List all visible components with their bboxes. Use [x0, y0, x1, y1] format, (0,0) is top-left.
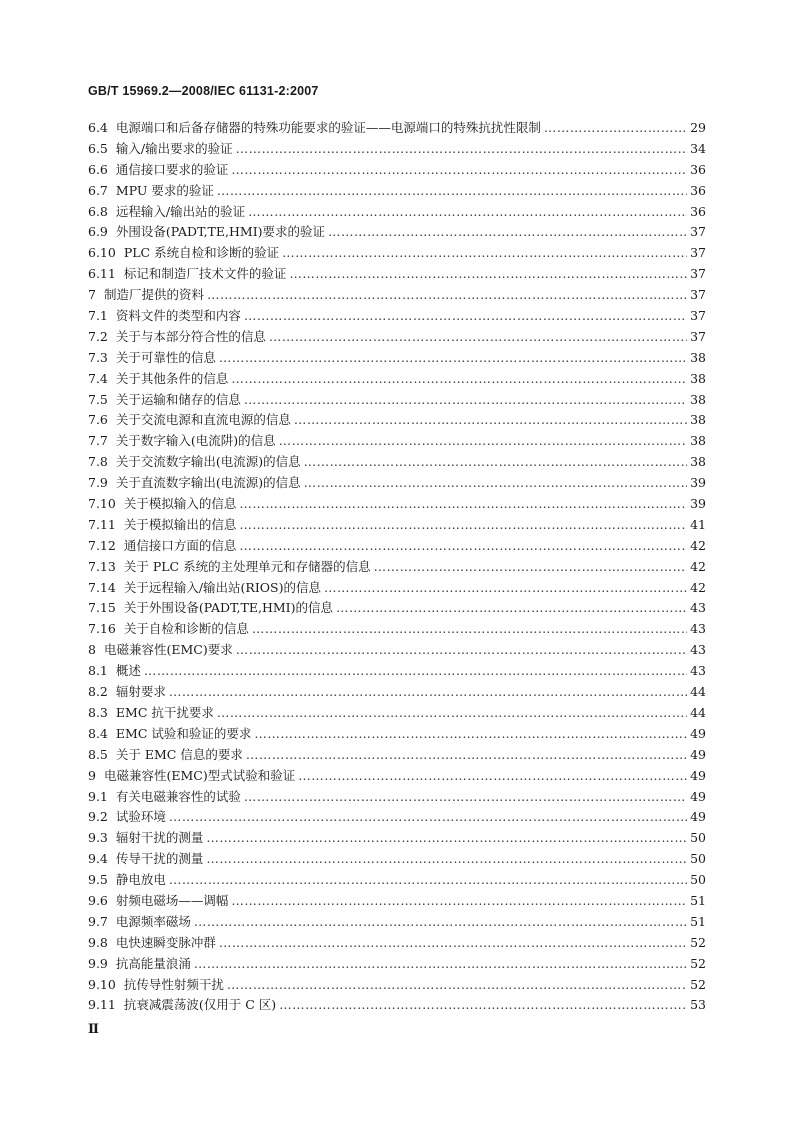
toc-entry[interactable]: [88, 828, 706, 849]
toc-entry-number: 9.8: [88, 934, 108, 950]
toc-entry[interactable]: [88, 912, 706, 933]
toc-entry-page: 37: [690, 287, 706, 303]
toc-entry[interactable]: [88, 787, 706, 808]
toc-dot-leader: [252, 619, 687, 640]
toc-entry-page: 41: [690, 516, 706, 532]
toc-entry-number: 7.8: [88, 454, 108, 470]
toc-entry[interactable]: [88, 222, 706, 243]
toc-dot-leader: [279, 995, 687, 1016]
toc-entry-number: 6.11: [88, 266, 116, 282]
toc-dot-leader: [231, 891, 687, 912]
toc-dot-leader: [544, 118, 687, 139]
toc-entry[interactable]: [88, 118, 706, 139]
toc-entry-page: 34: [690, 140, 706, 156]
toc-entry[interactable]: [88, 640, 706, 661]
toc-entry-number: 9.6: [88, 892, 108, 908]
toc-entry[interactable]: [88, 661, 706, 682]
toc-entry-title: 制造厂提供的资料: [103, 287, 204, 303]
toc-entry-page: 38: [690, 454, 706, 470]
toc-entry-number: 7.10: [88, 496, 116, 512]
toc-entry-page: 51: [690, 892, 706, 908]
toc-entry-number: 7: [88, 287, 96, 303]
toc-entry-number: 9.9: [88, 955, 108, 971]
toc-entry-page: 49: [690, 809, 706, 825]
toc-entry-page: 44: [690, 704, 706, 720]
toc-dot-leader: [244, 306, 687, 327]
toc-entry-number: 7.15: [88, 600, 116, 616]
toc-entry-page: 37: [690, 328, 706, 344]
toc-entry-number: 6.8: [88, 203, 108, 219]
toc-dot-leader: [217, 181, 687, 202]
toc-dot-leader: [231, 369, 687, 390]
toc-entry[interactable]: [88, 390, 706, 411]
toc-entry-title: 电源端口和后备存储器的特殊功能要求的验证——电源端口的特殊抗扰性限制: [115, 120, 541, 135]
toc-entry-title: 电快速瞬变脉冲群: [115, 934, 216, 950]
toc-entry-number: 7.14: [88, 579, 116, 595]
toc-entry-title: 关于交流电源和直流电源的信息: [115, 412, 291, 428]
toc-dot-leader: [169, 682, 687, 703]
toc-entry-page: 49: [690, 788, 706, 804]
toc-entry-title: 辐射干扰的测量: [115, 830, 204, 846]
toc-entry-title: 关于交流数字输出(电流源)的信息: [115, 454, 301, 470]
toc-dot-leader: [169, 807, 687, 828]
toc-entry[interactable]: [88, 745, 706, 766]
toc-dot-leader: [219, 348, 687, 369]
toc-dot-leader: [236, 139, 687, 160]
toc-entry-number: 9: [88, 767, 96, 783]
toc-dot-leader: [304, 452, 687, 473]
toc-entry-title: EMC 抗干扰要求: [115, 704, 214, 720]
toc-entry-page: 37: [690, 224, 706, 240]
toc-entry-page: 44: [690, 684, 706, 700]
toc-entry[interactable]: [88, 285, 706, 306]
toc-entry-title: 关于远程输入/输出站(RIOS)的信息: [123, 579, 321, 595]
toc-entry-title: 抗衰减震荡波(仅用于 C 区): [123, 997, 277, 1013]
toc-entry-number: 7.5: [88, 391, 108, 407]
toc-entry-title: 试验环境: [115, 809, 166, 825]
toc-entry[interactable]: [88, 975, 706, 996]
toc-dot-leader: [206, 828, 687, 849]
toc-entry-number: 7.13: [88, 558, 116, 574]
toc-entry-title: 关于直流数字输出(电流源)的信息: [115, 475, 301, 491]
toc-entry-title: 关于 PLC 系统的主处理单元和存储器的信息: [123, 558, 371, 574]
toc-entry-number: 8.2: [88, 684, 108, 700]
toc-entry-page: 43: [690, 642, 706, 658]
toc-dot-leader: [231, 160, 687, 181]
toc-entry[interactable]: [88, 515, 706, 536]
toc-entry-title: 远程输入/输出站的验证: [115, 203, 246, 219]
toc-entry-number: 7.12: [88, 537, 116, 553]
toc-entry-number: 8: [88, 642, 96, 658]
toc-entry-page: 38: [690, 433, 706, 449]
toc-entry[interactable]: [88, 619, 706, 640]
toc-dot-leader: [324, 578, 687, 599]
toc-dot-leader: [194, 954, 687, 975]
toc-entry-title: 静电放电: [115, 872, 166, 888]
toc-dot-leader: [248, 202, 687, 223]
toc-entry-page: 29: [690, 120, 706, 135]
toc-entry-page: 38: [690, 412, 706, 428]
toc-dot-leader: [282, 243, 687, 264]
toc-entry-page: 42: [690, 579, 706, 595]
toc-entry-number: 9.4: [88, 851, 108, 867]
toc-entry-page: 37: [690, 266, 706, 282]
toc-entry-number: 6.7: [88, 182, 108, 198]
toc-entry-title: 辐射要求: [115, 684, 166, 700]
toc-entry[interactable]: [88, 243, 706, 264]
toc-dot-leader: [336, 598, 687, 619]
toc-entry[interactable]: [88, 807, 706, 828]
toc-entry-number: 9.5: [88, 872, 108, 888]
toc-entry-number: 7.9: [88, 475, 108, 491]
toc-entry-title: 关于数字输入(电流阱)的信息: [115, 433, 276, 449]
toc-entry-page: 49: [690, 767, 706, 783]
toc-dot-leader: [206, 849, 687, 870]
toc-entry-page: 39: [690, 496, 706, 512]
toc-entry-number: 8.1: [88, 663, 108, 679]
toc-entry-page: 38: [690, 349, 706, 365]
toc-entry[interactable]: [88, 181, 706, 202]
toc-entry[interactable]: [88, 264, 706, 285]
toc-entry[interactable]: [88, 703, 706, 724]
toc-dot-leader: [169, 870, 687, 891]
toc-entry[interactable]: [88, 327, 706, 348]
toc-entry[interactable]: [88, 954, 706, 975]
toc-entry-title: 通信接口方面的信息: [123, 537, 237, 553]
toc-entry-page: 42: [690, 537, 706, 553]
toc-entry-number: 9.3: [88, 830, 108, 846]
toc-entry-number: 6.5: [88, 140, 108, 156]
toc-entry[interactable]: [88, 139, 706, 160]
toc-dot-leader: [254, 724, 687, 745]
toc-entry-number: 9.10: [88, 976, 116, 992]
toc-entry-title: 关于自检和诊断的信息: [123, 621, 249, 637]
toc-entry[interactable]: [88, 766, 706, 787]
toc-entry-title: 外围设备(PADT,TE,HMI)要求的验证: [115, 224, 326, 240]
toc-entry-number: 6.6: [88, 161, 108, 177]
toc-entry-number: 7.2: [88, 328, 108, 344]
toc-entry-page: 42: [690, 558, 706, 574]
toc-entry-number: 6.9: [88, 224, 108, 240]
toc-entry-title: 电源频率磁场: [115, 913, 191, 929]
toc-entry[interactable]: [88, 870, 706, 891]
toc-entry-number: 9.1: [88, 788, 108, 804]
toc-entry-title: 关于其他条件的信息: [115, 370, 229, 386]
toc-entry-page: 37: [690, 245, 706, 261]
toc-entry-number: 6.4: [88, 120, 108, 135]
toc-entry[interactable]: [88, 348, 706, 369]
toc-dot-leader: [217, 703, 687, 724]
toc-entry-title: 标记和制造厂技术文件的验证: [123, 266, 287, 282]
toc-entry-page: 43: [690, 600, 706, 616]
toc-entry[interactable]: [88, 431, 706, 452]
toc-dot-leader: [279, 431, 687, 452]
toc-dot-leader: [246, 745, 687, 766]
toc-entry[interactable]: [88, 306, 706, 327]
toc-entry-page: 38: [690, 370, 706, 386]
toc-entry[interactable]: [88, 849, 706, 870]
toc-entry-page: 50: [690, 830, 706, 846]
toc-entry[interactable]: [88, 557, 706, 578]
toc-entry-number: 8.3: [88, 704, 108, 720]
toc-entry-title: 关于运输和储存的信息: [115, 391, 241, 407]
toc-entry-title: 电磁兼容性(EMC)要求: [103, 642, 233, 658]
toc-entry-title: 关于可靠性的信息: [115, 349, 216, 365]
toc-entry-number: 8.5: [88, 746, 108, 762]
toc-entry-title: 关于与本部分符合性的信息: [115, 328, 266, 344]
toc-entry-title: 输入/输出要求的验证: [115, 140, 233, 156]
toc-entry-title: 资料文件的类型和内容: [115, 308, 241, 324]
toc-dot-leader: [227, 975, 687, 996]
toc-entry-title: 射频电磁场——调幅: [115, 892, 229, 908]
toc-entry-number: 7.4: [88, 370, 108, 386]
toc-entry-page: 37: [690, 308, 706, 324]
toc-entry-title: 关于外围设备(PADT,TE,HMI)的信息: [123, 600, 333, 616]
toc-entry-title: 概述: [115, 663, 141, 679]
toc-entry-page: 36: [690, 182, 706, 198]
toc-entry-title: 传导干扰的测量: [115, 851, 204, 867]
toc-dot-leader: [244, 390, 687, 411]
toc-entry[interactable]: [88, 202, 706, 223]
toc-entry-number: 9.7: [88, 913, 108, 929]
toc-entry-number: 6.10: [88, 245, 116, 261]
toc-dot-leader: [328, 222, 687, 243]
toc-entry-number: 7.7: [88, 433, 108, 449]
toc-entry-title: 关于模拟输出的信息: [123, 516, 237, 532]
toc-entry-page: 52: [690, 976, 706, 992]
toc-entry-number: 9.2: [88, 809, 108, 825]
toc-dot-leader: [219, 933, 687, 954]
toc-entry[interactable]: [88, 995, 706, 1016]
toc-entry-number: 7.6: [88, 412, 108, 428]
table-of-contents: [88, 118, 706, 1016]
toc-dot-leader: [207, 285, 687, 306]
toc-entry[interactable]: [88, 598, 706, 619]
toc-dot-leader: [239, 494, 687, 515]
toc-entry-title: 有关电磁兼容性的试验: [115, 788, 241, 804]
toc-entry-page: 36: [690, 203, 706, 219]
toc-entry-page: 50: [690, 851, 706, 867]
toc-dot-leader: [304, 473, 687, 494]
toc-entry[interactable]: [88, 578, 706, 599]
toc-entry-page: 43: [690, 621, 706, 637]
toc-dot-leader: [374, 557, 687, 578]
toc-entry-number: 7.3: [88, 349, 108, 365]
toc-entry[interactable]: [88, 724, 706, 745]
toc-entry-title: MPU 要求的验证: [115, 182, 214, 198]
toc-dot-leader: [236, 640, 687, 661]
toc-entry-page: 53: [690, 997, 706, 1013]
toc-dot-leader: [239, 536, 687, 557]
toc-entry-title: 关于模拟输入的信息: [123, 496, 237, 512]
document-header: GB/T 15969.2—2008/IEC 61131-2:2007: [88, 84, 319, 98]
toc-dot-leader: [289, 264, 687, 285]
toc-entry-number: 7.16: [88, 621, 116, 637]
toc-entry-page: 52: [690, 934, 706, 950]
toc-entry-page: 52: [690, 955, 706, 971]
toc-dot-leader: [244, 787, 687, 808]
toc-dot-leader: [194, 912, 687, 933]
toc-entry[interactable]: [88, 369, 706, 390]
toc-entry-number: 8.4: [88, 725, 108, 741]
toc-dot-leader: [239, 515, 687, 536]
toc-entry-page: 39: [690, 475, 706, 491]
toc-entry[interactable]: [88, 452, 706, 473]
toc-dot-leader: [298, 766, 687, 787]
toc-entry[interactable]: [88, 682, 706, 703]
toc-entry[interactable]: [88, 410, 706, 431]
toc-entry-title: 抗传导性射频干扰: [123, 976, 224, 992]
toc-entry-title: 电磁兼容性(EMC)型式试验和验证: [103, 767, 296, 783]
toc-dot-leader: [269, 327, 687, 348]
toc-entry-page: 43: [690, 663, 706, 679]
toc-entry[interactable]: [88, 494, 706, 515]
toc-entry-page: 36: [690, 161, 706, 177]
toc-entry-page: 51: [690, 913, 706, 929]
toc-entry-title: 抗高能量浪涌: [115, 955, 191, 971]
toc-entry-page: 49: [690, 746, 706, 762]
toc-entry-page: 49: [690, 725, 706, 741]
toc-entry-page: 38: [690, 391, 706, 407]
toc-dot-leader: [294, 410, 687, 431]
toc-entry-page: 50: [690, 872, 706, 888]
toc-entry-number: 7.11: [88, 516, 116, 532]
page-number-footer: Ⅱ: [88, 1022, 99, 1037]
toc-entry[interactable]: [88, 891, 706, 912]
toc-dot-leader: [144, 661, 687, 682]
toc-entry[interactable]: [88, 160, 706, 181]
toc-entry-title: 通信接口要求的验证: [115, 161, 229, 177]
toc-entry-title: EMC 试验和验证的要求: [115, 725, 252, 741]
toc-entry[interactable]: [88, 473, 706, 494]
toc-entry[interactable]: [88, 536, 706, 557]
toc-entry-title: 关于 EMC 信息的要求: [115, 746, 243, 762]
toc-entry-number: 9.11: [88, 997, 116, 1013]
toc-entry[interactable]: [88, 933, 706, 954]
toc-entry-title: PLC 系统自检和诊断的验证: [123, 245, 280, 261]
toc-entry-number: 7.1: [88, 308, 108, 324]
